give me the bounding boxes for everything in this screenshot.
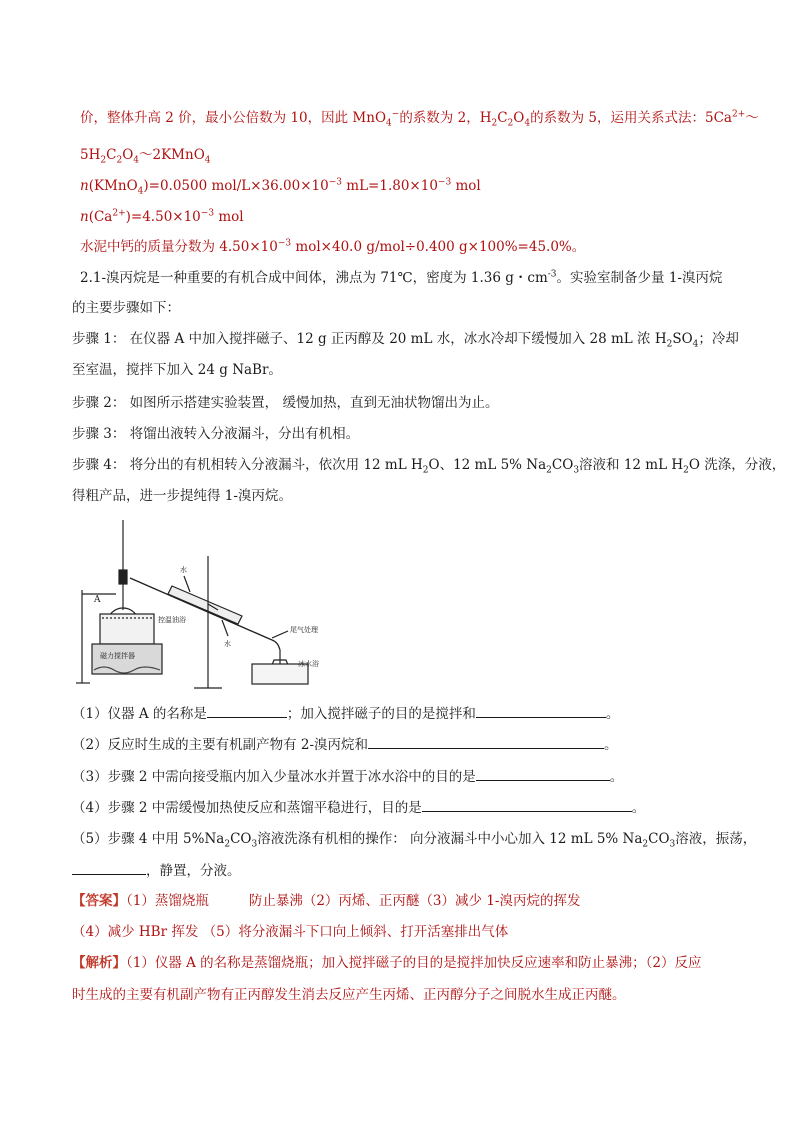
label-water-top: 水 — [180, 566, 187, 574]
text: mL=1.80×10 — [341, 178, 438, 194]
text: ；加入搅拌磁子的目的是搅拌和 — [286, 706, 476, 722]
solution-line-4 — [80, 207, 244, 227]
text: 价，整体升高 2 价，最小公倍数为 10，因此 MnO — [80, 110, 387, 126]
water-outlet — [184, 576, 190, 592]
superscript: −3 — [277, 238, 292, 249]
stopper — [119, 570, 127, 584]
analysis-tag: 【解析】 — [72, 955, 126, 971]
subquestion-4 — [72, 797, 645, 818]
subscript: 2 — [507, 118, 514, 129]
text: 。 — [631, 800, 646, 816]
subscript: 3 — [573, 465, 580, 476]
subscript: 4 — [386, 118, 392, 129]
text: ；冷却 — [698, 331, 739, 347]
text: 的系数为 5，运用关系式法：5Ca — [530, 110, 732, 126]
subscript: 2 — [642, 839, 649, 850]
text: 。 — [605, 706, 620, 722]
text: （1）蒸馏烧瓶 — [126, 893, 209, 909]
text: 溶液洗涤有机相的操作： 向分液漏斗中小心加入 12 mL 5% Na — [257, 831, 643, 847]
solution-line-1 — [80, 108, 759, 128]
subscript: 2 — [116, 155, 123, 166]
superscript: 2+ — [112, 208, 126, 219]
answer-blank[interactable] — [476, 766, 610, 781]
subscript: 4 — [137, 186, 144, 197]
text: 。 — [604, 737, 618, 753]
text: 步骤 1： 在仪器 A 中加入搅拌磁子、12 g 正丙醇及 20 mL 水，冰水冷却下缓慢加入 28 mL 浓 H — [72, 331, 667, 347]
text: mol — [451, 178, 481, 194]
superscript: -3 — [547, 269, 557, 280]
subscript: 2 — [100, 155, 107, 166]
answer-tag: 【答案】 — [72, 893, 126, 909]
step-3: 步骤 3： 将馏出液转入分液漏斗，分出有机相。 — [72, 426, 360, 442]
subscript: 2 — [491, 118, 498, 129]
text: )=4.50×10 — [125, 209, 201, 225]
text: O 洗涤，分液， — [688, 457, 786, 473]
superscript: −3 — [200, 208, 215, 219]
solution-line-3 — [80, 176, 481, 196]
superscript: − — [391, 109, 400, 120]
solution-line-2 — [80, 145, 211, 165]
text: （1）仪器 A 的名称是 — [72, 706, 207, 722]
subscript: 4 — [133, 155, 139, 166]
subquestion-1 — [72, 703, 619, 724]
text: CO — [648, 831, 670, 847]
subquestion-2 — [72, 734, 618, 755]
text: n — [80, 178, 89, 194]
label-ice-bath: 冰水浴 — [298, 660, 319, 668]
superscript: −3 — [437, 177, 452, 188]
text: 2.1-溴丙烷是一种重要的有机合成中间体，沸点为 71℃，密度为 1.36 g・cm — [80, 270, 548, 286]
text: O — [122, 147, 134, 163]
answer-blank[interactable] — [368, 734, 604, 749]
subscript: 2 — [422, 465, 429, 476]
label-tail-gas: 尾气处理 — [290, 626, 318, 634]
subscript: 2 — [683, 465, 689, 476]
text: C — [106, 147, 117, 163]
subquestion-3 — [72, 766, 623, 787]
subscript: 2 — [666, 339, 673, 350]
text: （1）仪器 A 的名称是蒸馏烧瓶；加入搅拌磁子的目的是搅拌加快反应速率和防止暴沸；（2）反应 — [126, 955, 702, 971]
text: （3）步骤 2 中需向接受瓶内加入少量冰水并置于冰水浴中的目的是 — [72, 769, 476, 785]
answer-line-1 — [72, 891, 580, 911]
subscript: 4 — [692, 339, 699, 350]
question-intro-1 — [80, 268, 722, 288]
tail-gas-outlet — [272, 631, 288, 638]
text: （2）反应时生成的主要有机副产物有 2-溴丙烷和 — [72, 737, 369, 753]
text: (KMnO — [88, 178, 138, 194]
text: 水泥中钙的质量分数为 4.50×10 — [80, 239, 278, 255]
text: n — [80, 209, 89, 225]
text: 溶液，振荡， — [675, 831, 757, 847]
superscript: 2+ — [731, 109, 746, 120]
step-1-line-1 — [72, 329, 739, 349]
text: mol — [214, 209, 244, 225]
answer-blank[interactable] — [207, 703, 287, 718]
label-stirrer: 磁力搅拌器 — [100, 652, 135, 660]
subscript: 3 — [251, 839, 258, 850]
answer-blank[interactable] — [422, 797, 632, 812]
text: 。实验室制备少量 1-溴丙烷 — [556, 270, 723, 286]
text: ～ — [745, 110, 759, 126]
text: CO — [230, 831, 252, 847]
label-oil-bath: 控温油浴 — [158, 616, 186, 624]
text: 步骤 4： 将分出的有机相转入分液漏斗，依次用 12 mL H — [72, 457, 423, 473]
distillation-apparatus-figure — [72, 518, 342, 698]
superscript: −3 — [328, 177, 342, 188]
step-4-line-2: 得粗产品，进一步提纯得 1-溴丙烷。 — [72, 488, 292, 504]
text: ～2KMnO — [139, 147, 205, 163]
text: )=0.0500 mol/L×36.00×10 — [143, 178, 329, 194]
subscript: 2 — [224, 839, 231, 850]
text: (Ca — [88, 209, 113, 225]
text: 。 — [609, 769, 624, 785]
text: CO — [551, 457, 574, 473]
text: 防止暴沸（2）丙烯、正丙醚（3）减少 1-溴丙烷的挥发 — [248, 893, 581, 909]
subquestion-5-line-1 — [72, 829, 756, 849]
text: （5）步骤 4 中用 5%Na — [72, 831, 225, 847]
water-inlet — [222, 620, 228, 636]
analysis-line-1 — [72, 953, 702, 973]
text: O — [513, 110, 525, 126]
text: 的系数为 2，H — [399, 110, 492, 126]
text: 溶液和 12 mL H — [579, 457, 684, 473]
subquestion-5-line-2 — [72, 860, 241, 881]
subscript: 2 — [546, 465, 552, 476]
answer-line-2: （4）减少 HBr 挥发 （5）将分液漏斗下口向上倾斜、打开活塞排出气体 — [72, 924, 509, 940]
step-2: 步骤 2： 如图所示搭建实验装置， 缓慢加热，直到无油状物馏出为止。 — [72, 395, 499, 411]
text: C — [497, 110, 508, 126]
text: SO — [672, 331, 693, 347]
label-water-bottom: 水 — [224, 640, 231, 648]
analysis-line-2: 时生成的主要有机副产物有正丙醇发生消去反应产生丙烯、正丙醇分子之间脱水生成正丙醚。 — [72, 987, 626, 1003]
text: （4）步骤 2 中需缓慢加热使反应和蒸馏平稳进行，目的是 — [72, 800, 422, 816]
text: ，静置，分液。 — [146, 863, 241, 879]
question-intro-2: 的主要步骤如下： — [72, 300, 180, 316]
text: O、12 mL 5% Na — [428, 457, 547, 473]
step-4-line-1 — [72, 455, 785, 475]
text: 5H — [80, 147, 101, 163]
subscript: 4 — [524, 118, 531, 129]
answer-blank[interactable] — [476, 703, 606, 718]
answer-blank[interactable] — [72, 860, 146, 875]
solution-line-5 — [80, 237, 585, 257]
subscript: 3 — [669, 839, 676, 850]
step-1-line-2: 至室温，搅拌下加入 24 g NaBr。 — [72, 362, 282, 378]
label-A: A — [94, 595, 101, 605]
subscript: 4 — [204, 155, 211, 166]
text: mol×40.0 g/mol÷0.400 g×100%=45.0%。 — [291, 239, 586, 255]
